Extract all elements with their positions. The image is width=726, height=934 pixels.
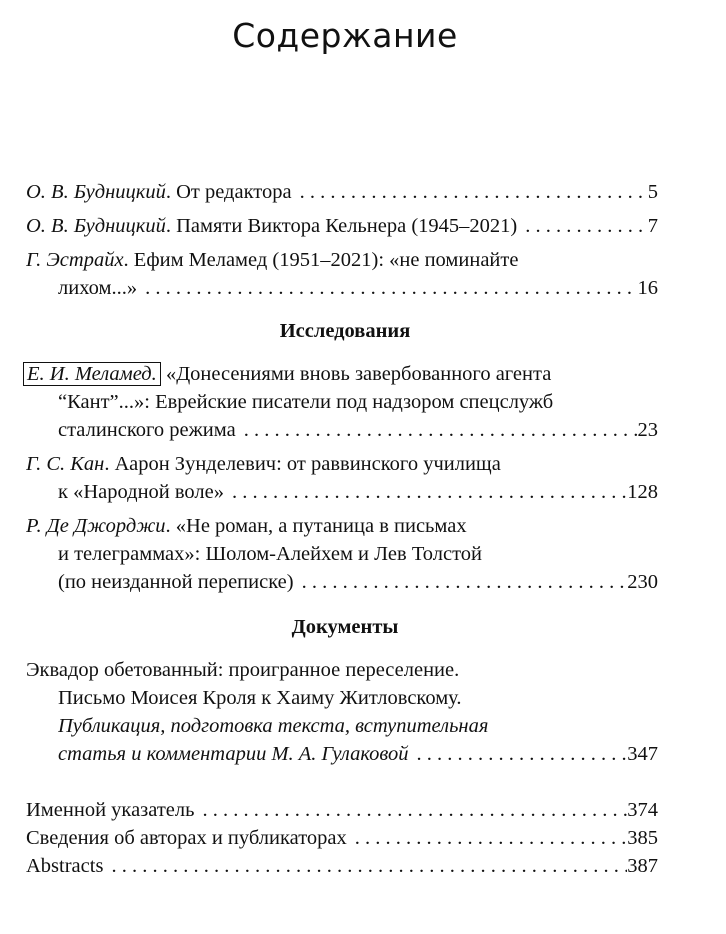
entry-publication-note: Публикация, подготовка текста, вступительная (58, 715, 489, 737)
toc-entry-degiorgi-line2 (58, 540, 658, 568)
toc-entry-authors[interactable] (26, 824, 658, 852)
entry-publication-note: статья и комментарии М. А. Гулаковой (58, 743, 409, 765)
leader-dots (236, 416, 638, 444)
entry-title-cont: лихом...» (58, 277, 138, 299)
entry-title: «Донесениями вновь завербованного агента (160, 363, 552, 385)
entry-page: 347 (627, 743, 658, 765)
entry-title-cont: “Кант”...»: Еврейские писатели под надзором спецслужб (58, 391, 554, 413)
toc-entry-index[interactable] (26, 796, 658, 824)
toc-entry-degiorgi[interactable] (26, 512, 658, 540)
leader-dots (292, 178, 648, 206)
page-title: Содержание (232, 16, 458, 55)
entry-title-cont: (по неизданной переписке) (58, 571, 294, 593)
entry-page: 5 (647, 181, 658, 203)
toc-entry-kelner[interactable] (26, 212, 658, 240)
entry-author: О. В. Будницкий (26, 215, 166, 237)
leader-dots (294, 568, 628, 596)
entry-title-cont: и телеграммах»: Шолом-Алейхем и Лев Толстой (58, 543, 483, 565)
toc-entry-ecuador[interactable] (26, 656, 658, 684)
entry-page: 385 (627, 827, 658, 849)
entry-author-highlighted: Е. И. Меламед. (23, 362, 161, 386)
entry-title: . Аарон Зунделевич: от раввинского училища (104, 453, 501, 475)
entry-author: О. В. Будницкий (26, 181, 166, 203)
entry-page: 374 (627, 799, 658, 821)
entry-title: . Памяти Виктора Кельнера (1945–2021) (165, 215, 518, 237)
entry-title-cont: к «Народной воле» (58, 481, 224, 503)
entry-title: Эквадор обетованный: проигранное переселение. (26, 659, 460, 681)
toc-entry-melamed-kant[interactable] (26, 360, 658, 388)
table-of-contents (26, 0, 658, 934)
leader-dots (103, 852, 627, 880)
toc-entry-melamed-obit-cont[interactable] (58, 274, 658, 302)
toc-entry-ecuador-line2 (58, 684, 658, 712)
entry-page: 128 (627, 481, 658, 503)
entry-title-cont: Письмо Моисея Кроля к Хаиму Житловскому. (58, 687, 462, 709)
toc-entry-ecuador-line4[interactable] (58, 740, 658, 768)
entry-page: 7 (647, 215, 658, 237)
section-heading-research: Исследования (279, 320, 411, 342)
toc-entry-kan-line2[interactable] (58, 478, 658, 506)
entry-title: Именной указатель (26, 799, 195, 821)
section-heading-documents: Документы (291, 616, 399, 638)
entry-page: 230 (627, 571, 658, 593)
toc-entry-degiorgi-line3[interactable] (58, 568, 658, 596)
toc-entry-ecuador-line3 (58, 712, 658, 740)
entry-title: Сведения об авторах и публикаторах (26, 827, 347, 849)
entry-author: Р. Де Джорджи (26, 515, 166, 537)
leader-dots (517, 212, 648, 240)
leader-dots (224, 478, 627, 506)
entry-title: . Ефим Меламед (1951–2021): «не поминайте (123, 249, 519, 271)
entry-author: Г. Эстрайх (26, 249, 124, 271)
toc-entry-melamed-kant-line2 (58, 388, 658, 416)
toc-entry-editor[interactable] (26, 178, 658, 206)
entry-title: Abstracts (26, 855, 104, 877)
entry-title-cont: сталинского режима (58, 419, 236, 441)
toc-entry-melamed-kant-line3[interactable] (58, 416, 658, 444)
leader-dots (137, 274, 637, 302)
toc-entry-melamed-obit[interactable] (26, 246, 658, 274)
leader-dots (409, 740, 628, 768)
leader-dots (347, 824, 628, 852)
toc-entry-abstracts[interactable] (26, 852, 658, 880)
entry-page: 23 (637, 419, 658, 441)
leader-dots (194, 796, 627, 824)
entry-author: Г. С. Кан (26, 453, 105, 475)
toc-entry-kan[interactable] (26, 450, 658, 478)
entry-title: . От редактора (165, 181, 292, 203)
entry-page: 16 (637, 277, 658, 299)
entry-page: 387 (627, 855, 658, 877)
entry-title: . «Не роман, а путаница в письмах (165, 515, 467, 537)
